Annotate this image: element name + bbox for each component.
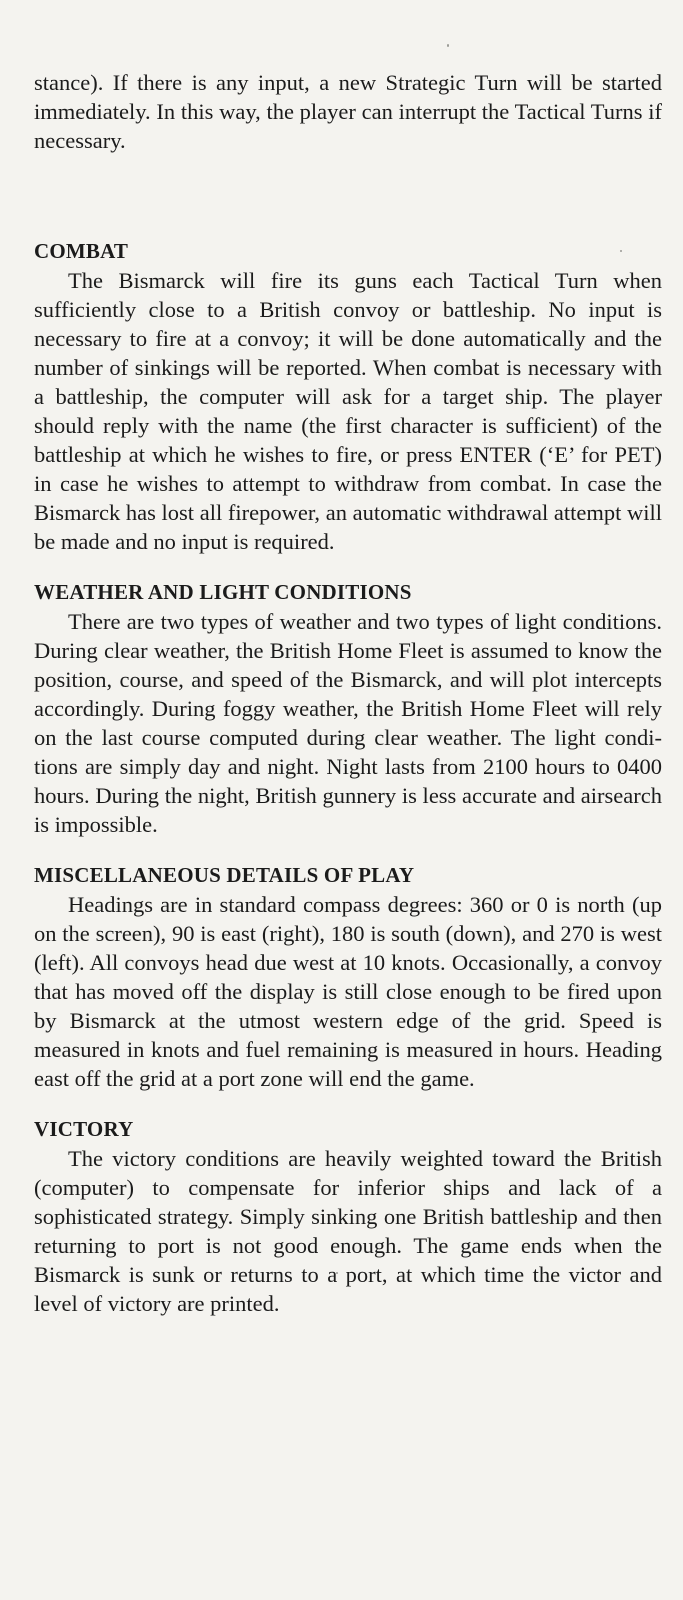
section-victory [34, 1115, 662, 1318]
section-heading-weather: WEATHER AND LIGHT CONDITIONS [34, 580, 412, 604]
section-weather [34, 578, 662, 839]
section-body-victory: The victory conditions are heavily weighted toward the British (computer) to compensate for inferior ships and lack of a sophisticated strategy. Simply sinking one British battleship and then returning to port is not good enough. The game ends when the Bismarck is sunk or returns to a port, at which time the victor and level of victory are printed. [34, 1146, 662, 1316]
section-combat [34, 237, 662, 556]
section-heading-combat: COMBAT [34, 239, 129, 263]
intro-paragraph: stance). If there is any input, a new Strategic Turn will be started immediately. In this way, the player can interrupt the Tactical Turns if necessary. [34, 70, 662, 153]
section-body-weather: There are two types of weather and two types of light conditions. During clear weather, the British Home Fleet is assumed to know the position, course, and speed of the Bismarck, and will plot intercepts accordingly. During foggy weather, the British Home Fleet will rely on the last course computed during clear weather. The light conditions are simply day and night. Night lasts from 2100 hours to 0400 hours. During the night, British gunnery is less accurate and airsearch is impossible. [34, 609, 662, 837]
section-body-miscellaneous: Headings are in standard compass degrees: 360 or 0 is north (up on the screen), 90 is east (right), 180 is south (down), and 270 is west (left). All convoys head due west at 10 knots. Occasionally, a convoy that has moved off the display is still close enough to be fired upon by Bismarck at the utmost western edge of the grid. Speed is measured in knots and fuel remaining is measured in hours. Heading east off the grid at a port zone will end the game. [34, 892, 662, 1091]
manual-page [34, 68, 662, 1318]
section-heading-miscellaneous: MISCELLANEOUS DETAILS OF PLAY [34, 863, 415, 887]
section-body-combat: The Bismarck will fire its guns each Tactical Turn when sufficiently close to a British convoy or battleship. No input is necessary to fire at a convoy; it will be done automatically and the number of sinkings will be reported. When combat is necessary with a battleship, the computer will ask for a target ship. The player should reply with the name (the first character is sufficient) of the battleship at which he wishes to fire, or press ENTER (‘E’ for PET) in case he wishes to attempt to withdraw from combat. In case the Bismarck has lost all firepower, an automatic withdrawal attempt will be made and no input is required. [34, 268, 662, 554]
paper-speck [447, 44, 449, 47]
section-miscellaneous [34, 861, 662, 1093]
section-heading-victory: VICTORY [34, 1117, 134, 1141]
